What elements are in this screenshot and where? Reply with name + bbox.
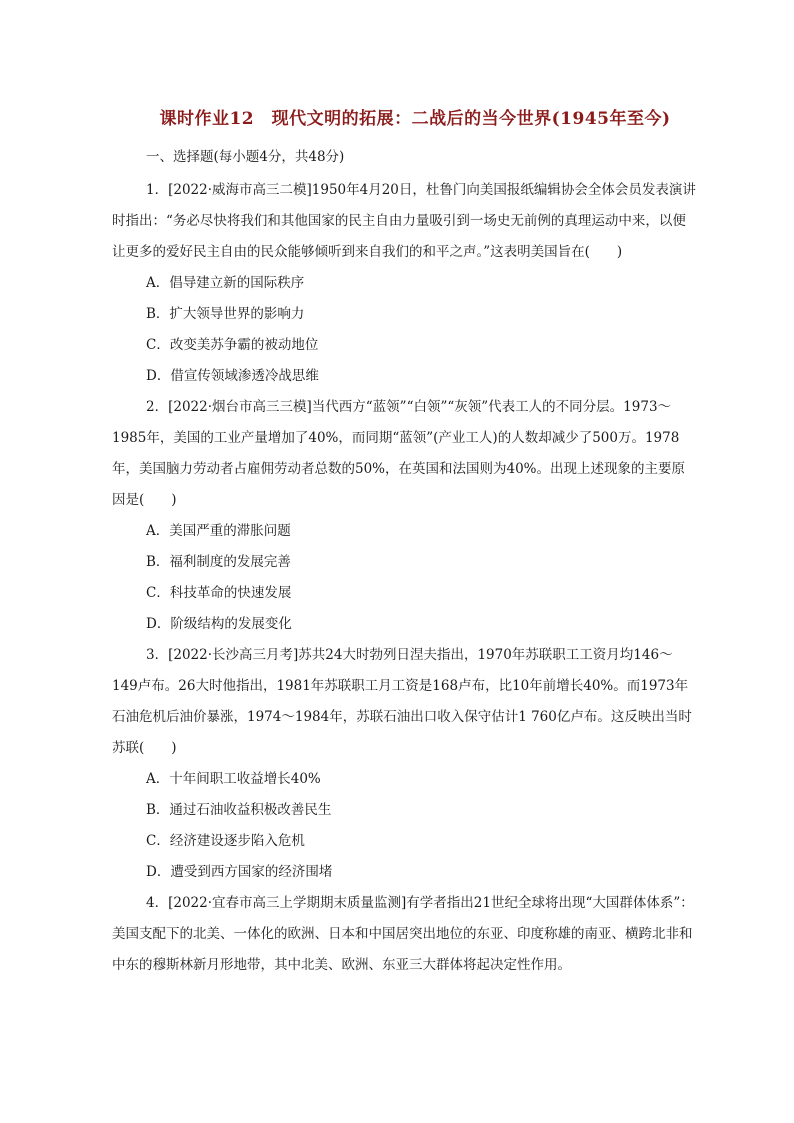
option-list xyxy=(112,516,698,640)
option-b: B．扩大领导世界的影响力 xyxy=(146,306,305,322)
question-4 xyxy=(112,888,698,981)
question-2 xyxy=(112,392,698,640)
option-b: B．福利制度的发展完善 xyxy=(146,554,291,570)
option-d: D．遭受到西方国家的经济围堵 xyxy=(146,864,333,880)
option-c: C．改变美苏争霸的被动地位 xyxy=(146,337,319,353)
option-d: D．借宣传领域渗透冷战思维 xyxy=(146,368,319,384)
section-heading: 一、选择题(每小题4分，共48分) xyxy=(146,149,345,165)
option-d: D．阶级结构的发展变化 xyxy=(146,616,292,632)
option-a: A．倡导建立新的国际秩序 xyxy=(146,275,305,291)
question-stem: 4．[2022·宜春市高三上学期期末质量监测]有学者指出21世纪全球将出现“大国群体体系”：美国支配下的北美、一体化的欧洲、日本和中国居突出地位的东亚、印度称雄的南亚、横跨北非和中东的穆斯林新月形地带，其中北美、欧洲、东亚三大群体将起决定性作用。 xyxy=(112,895,694,973)
document-title: 课时作业12 现代文明的拓展：二战后的当今世界(1945年至今) xyxy=(159,109,671,129)
question-stem: 2．[2022·烟台市高三三模]当代西方“蓝领”“白领”“灰领”代表工人的不同分层。1973～1985年，美国的工业产量增加了40%，而同期“蓝领”(产业工人)的人数却减少了500万。1978年，美国脑力劳动者占雇佣劳动者总数的50%，在英国和法国则为40%。出现上述现象的主要原因是( ) xyxy=(112,399,686,508)
option-b: B．通过石油收益积极改善民生 xyxy=(146,802,332,818)
option-a: A．美国严重的滞胀问题 xyxy=(146,523,291,539)
option-list xyxy=(112,764,698,888)
question-stem: 3．[2022·长沙高三月考]苏共24大时勃列日涅夫指出，1970年苏联职工工资月均146～149卢布。26大时他指出，1981年苏联职工月工资是168卢布，比10年前增长40%。而1973年石油危机后油价暴涨，1974～1984年，苏联石油出口收入保守估计1 760亿卢布。这反映出当时苏联( ) xyxy=(112,647,692,756)
question-stem: 1．[2022·威海市高三二模]1950年4月20日，杜鲁门向美国报纸编辑协会全体会员发表演讲时指出：“务必尽快将我们和其他国家的民主自由力量吸引到一场史无前例的真理运动中来，以便让更多的爱好民主自由的民众能够倾听到来自我们的和平之声。”这表明美国旨在( ) xyxy=(112,182,696,260)
option-list xyxy=(112,268,698,392)
question-1 xyxy=(112,175,698,392)
question-3 xyxy=(112,640,698,888)
option-a: A．十年间职工收益增长40% xyxy=(146,771,321,787)
option-c: C．科技革命的快速发展 xyxy=(146,585,292,601)
option-c: C．经济建设逐步陷入危机 xyxy=(146,833,305,849)
